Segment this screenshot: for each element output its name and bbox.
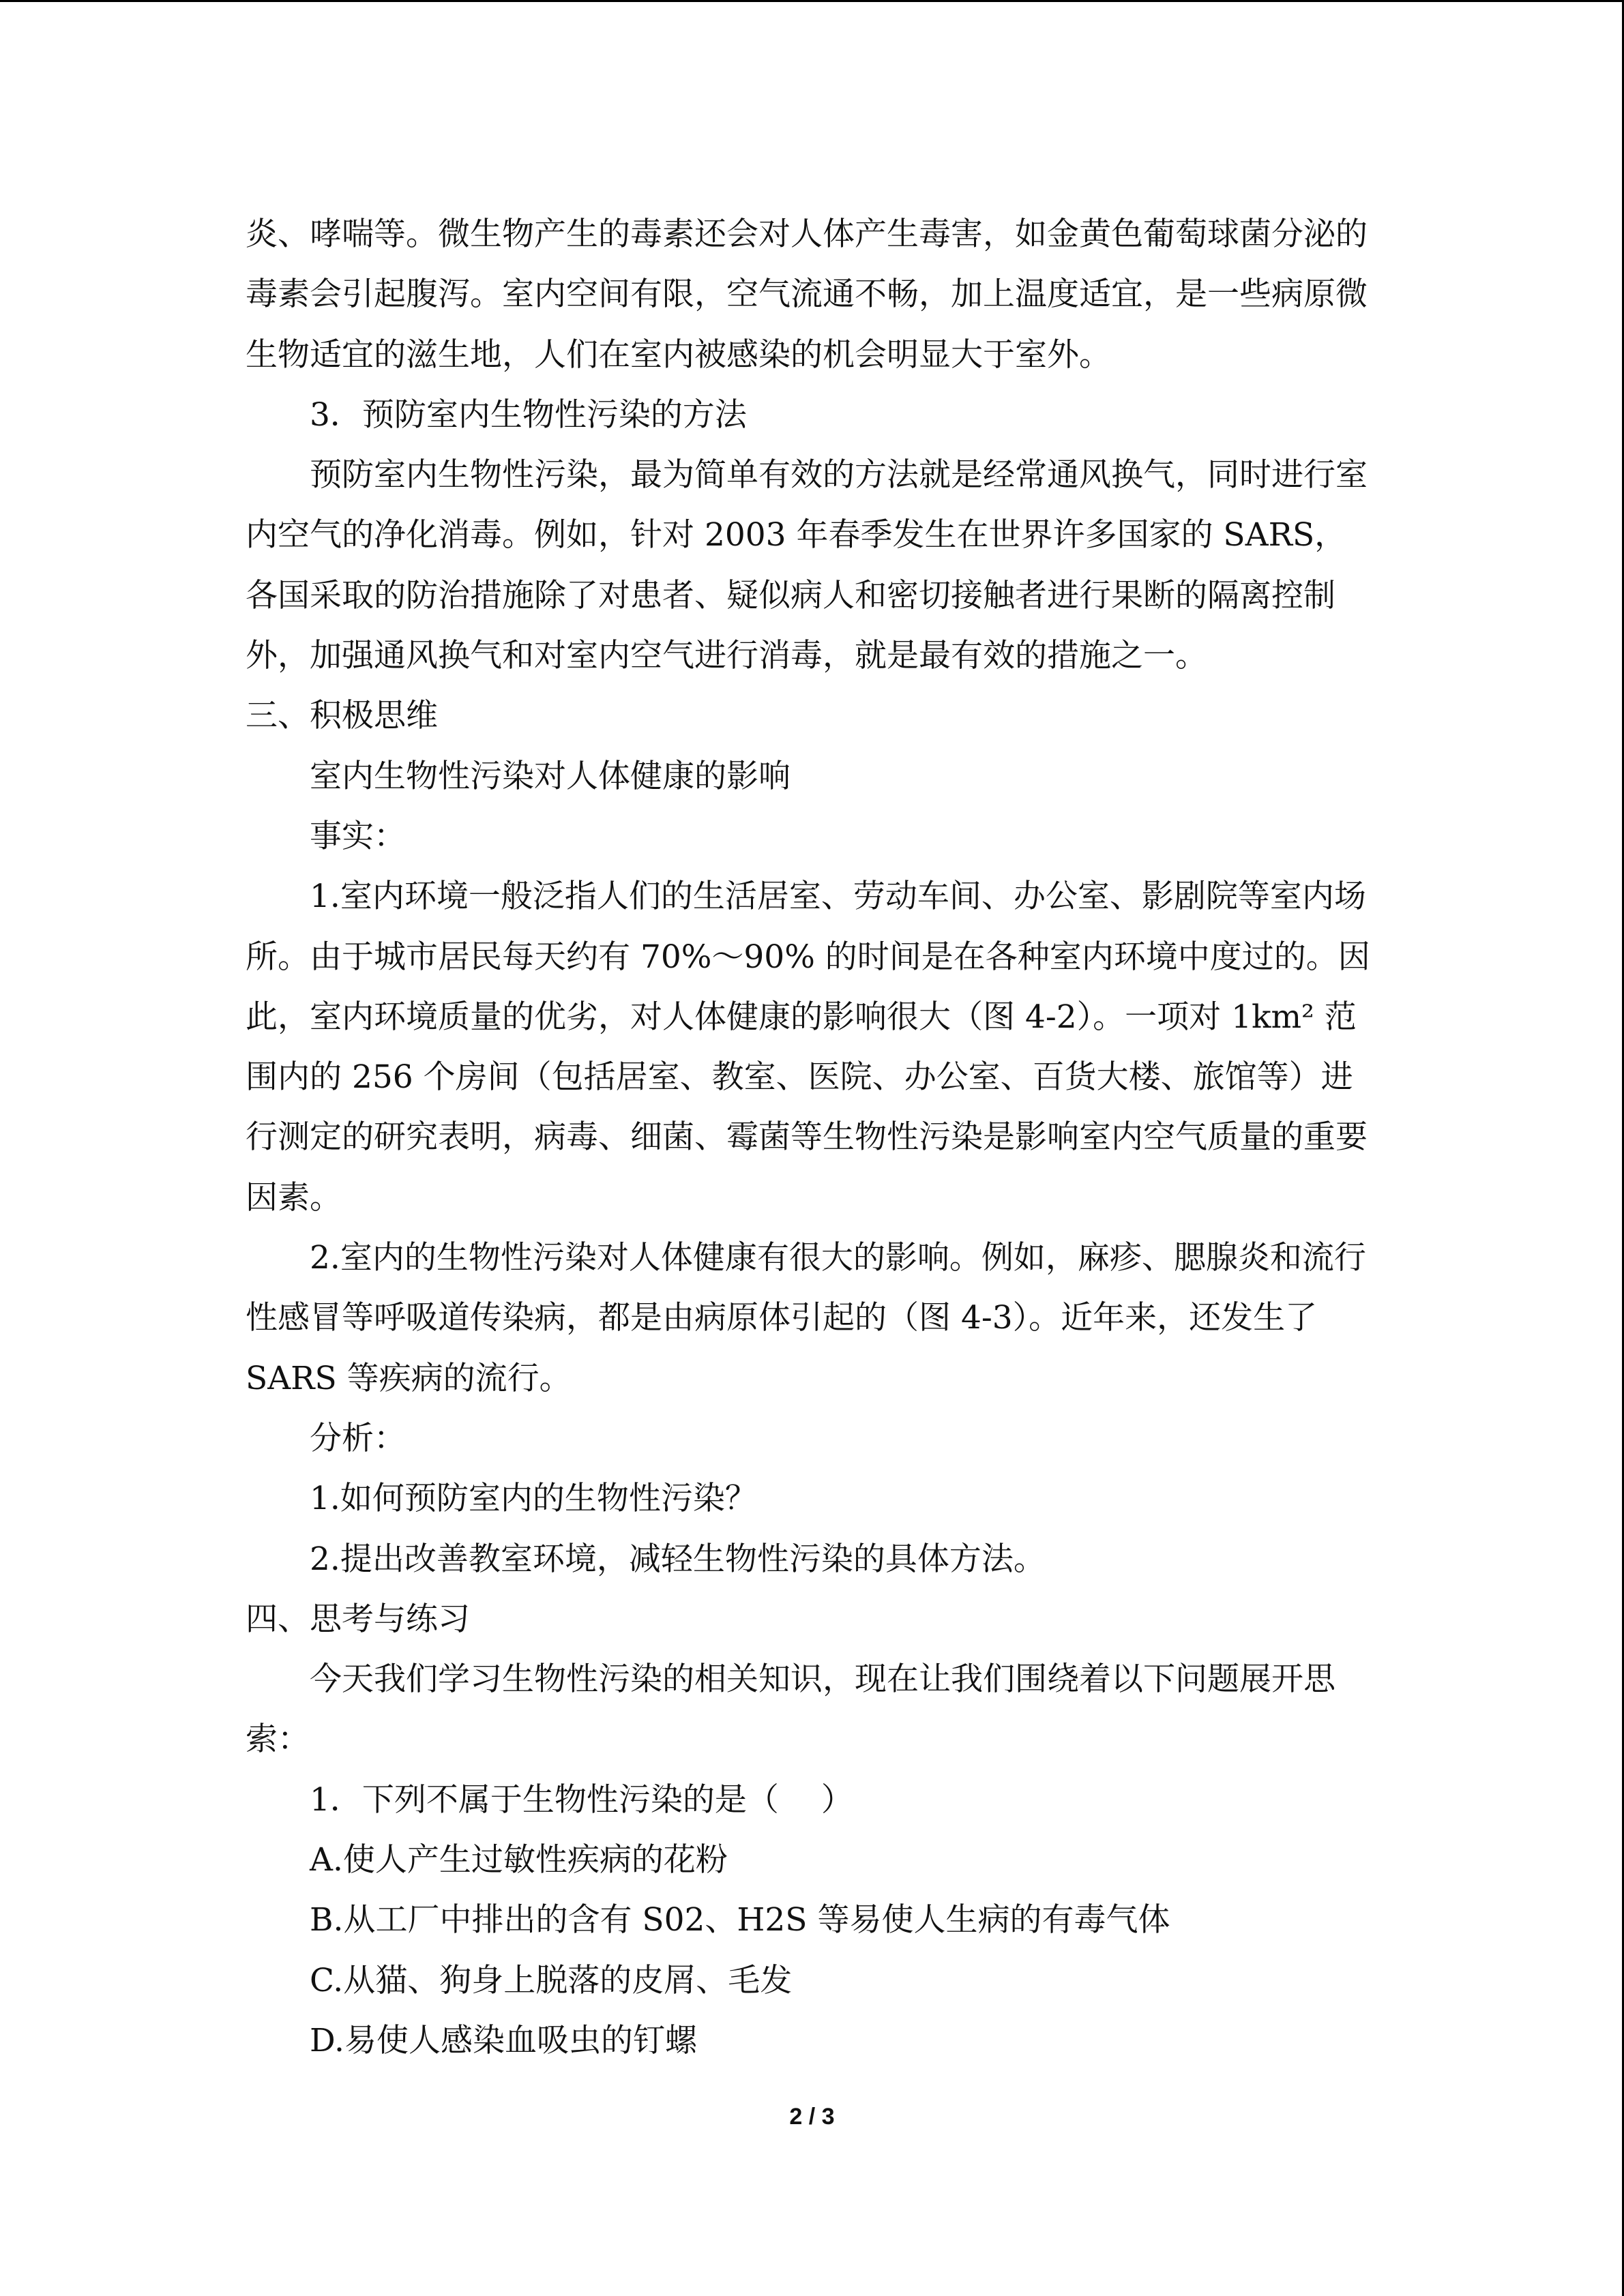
document-body [246, 205, 1371, 2071]
fact-item-1: 1.室内环境一般泛指人们的生活居室、劳动车间、办公室、影剧院等室内场所。由于城市居民每天约有 70%～90% 的时间是在各种室内环境中度过的。因此，室内环境质量的优劣，对人体健康的影响很大（图 4-2）。一项对 1km² 范围内的 256 个房间（包括居室、教室、医院、办公室、百货大楼、旅馆等）进行测定的研究表明，病毒、细菌、霉菌等生物性污染是影响室内空气质量的重要因素。 [246, 878, 1370, 1217]
subheading-prevention-methods: 3．预防室内生物性污染的方法 [310, 396, 747, 434]
analysis-question-1: 1.如何预防室内的生物性污染？ [310, 1480, 757, 1518]
exercise-question-1: 1．下列不属于生物性污染的是（ ） [310, 1780, 853, 1819]
analysis-question-2: 2.提出改善教室环境，减轻生物性污染的具体方法。 [310, 1540, 1046, 1578]
analysis-label: 分析： [310, 1419, 406, 1457]
facts-label: 事实： [310, 817, 406, 855]
fact-item-2: 2.室内的生物性污染对人体健康有很大的影响。例如，麻疹、腮腺炎和流行性感冒等呼吸道传染病，都是由病原体引起的（图 4-3）。近年来，还发生了 SARS 等疾病的流行。 [246, 1239, 1366, 1397]
option-a: A.使人产生过敏性疾病的花粉 [310, 1841, 728, 1879]
option-d: D.易使人感染血吸虫的钉螺 [310, 2021, 697, 2059]
topic-title: 室内生物性污染对人体健康的影响 [310, 757, 791, 795]
exercise-intro: 今天我们学习生物性污染的相关知识，现在让我们围绕着以下问题展开思索： [246, 1660, 1335, 1759]
page-number: 2 / 3 [789, 2104, 835, 2130]
page-top-border [0, 0, 1624, 2]
option-c: C.从猫、狗身上脱落的皮屑、毛发 [310, 1961, 793, 1999]
section-heading-positive-thinking: 三、积极思维 [246, 697, 438, 735]
option-b: B.从工厂中排出的含有 S02、H2S 等易使人生病的有毒气体 [310, 1901, 1170, 1939]
paragraph-continued-text: 炎、哮喘等。微生物产生的毒素还会对人体产生毒害，如金黄色葡萄球菌分泌的毒素会引起腹泻。室内空间有限，空气流通不畅，加上温度适宜，是一些病原微生物适宜的滋生地，人们在室内被感染的机会明显大于室外。 [246, 215, 1368, 374]
paragraph-prevention: 预防室内生物性污染，最为简单有效的方法就是经常通风换气，同时进行室内空气的净化消毒。例如，针对 2003 年春季发生在世界许多国家的 SARS，各国采取的防治措施除了对患者、疑似病人和密切接触者进行果断的隔离控制外，加强通风换气和对室内空气进行消毒，就是最有效的措施之一。 [246, 456, 1368, 675]
section-heading-exercises: 四、思考与练习 [246, 1600, 470, 1638]
